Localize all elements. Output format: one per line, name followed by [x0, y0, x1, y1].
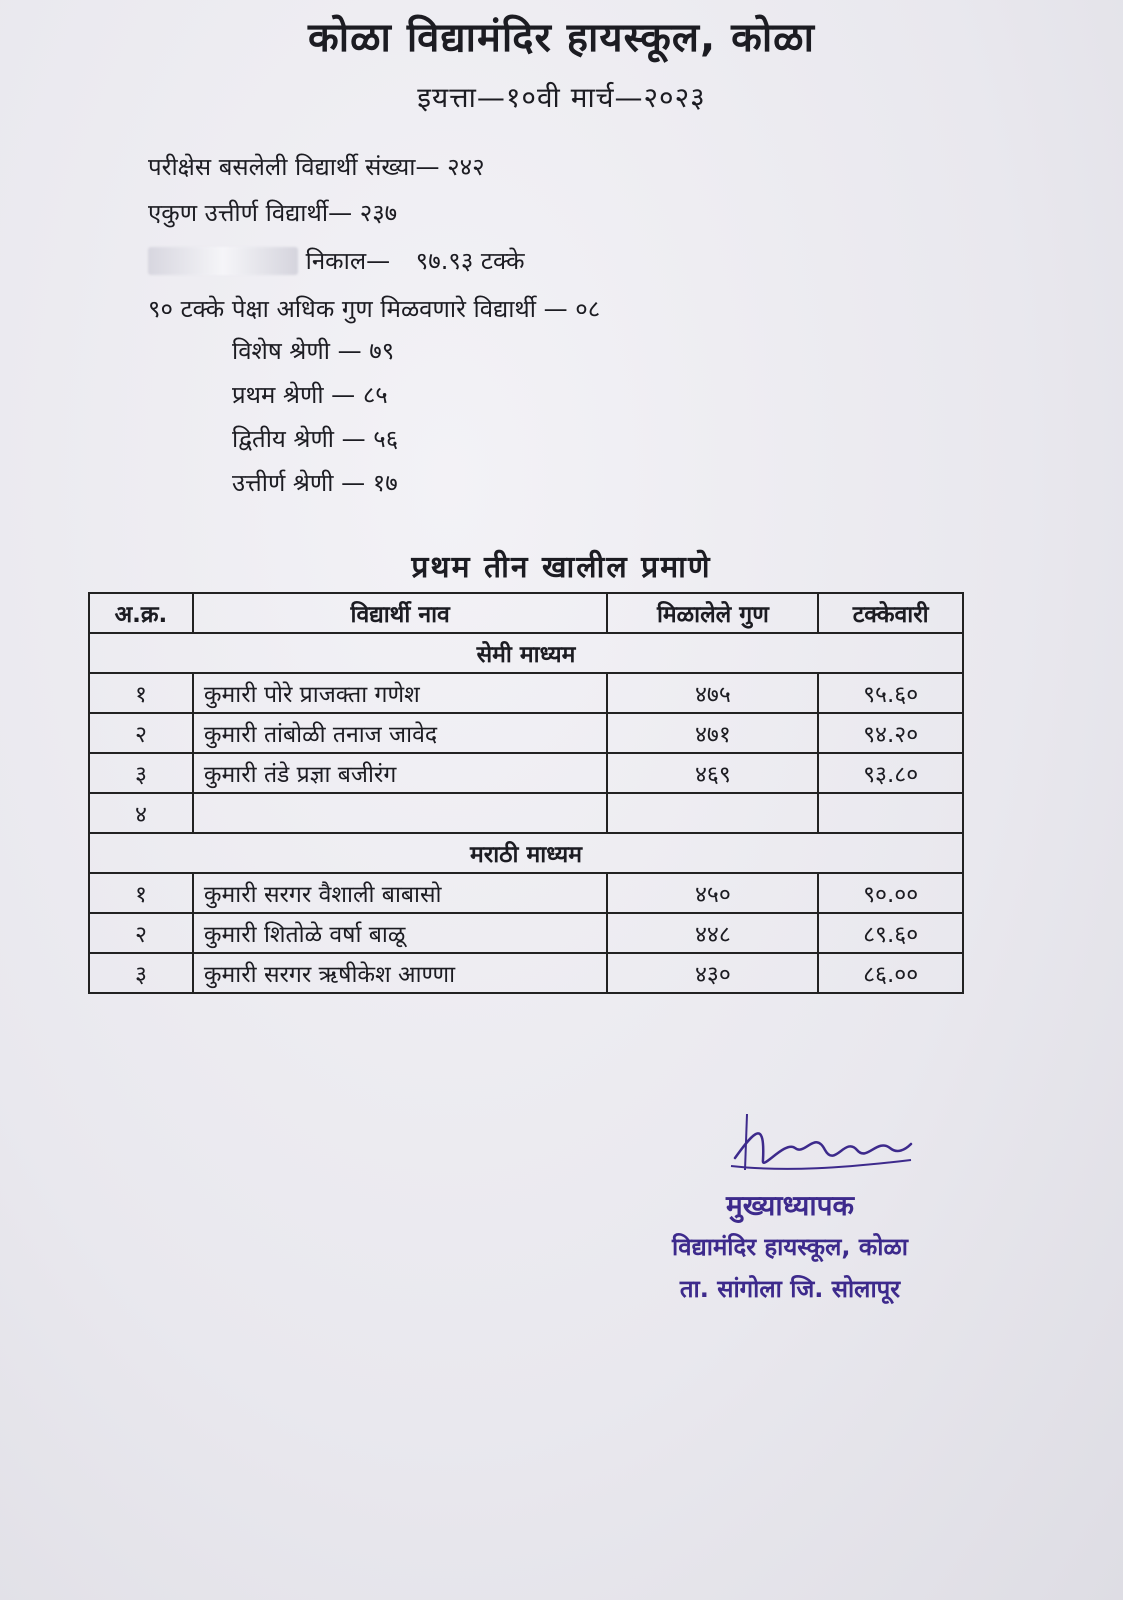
exam-line: इयत्ता—१०वी मार्च—२०२३ [417, 81, 706, 114]
col-header-marks: मिळालेले गुण [607, 593, 818, 633]
category-label: द्वितीय श्रेणी — [232, 425, 366, 453]
category-value: १७ [372, 469, 398, 497]
category-label: उत्तीर्ण श्रेणी — [232, 469, 366, 497]
col-header-sr: अ.क्र. [89, 593, 193, 633]
cell-marks: ४४८ [607, 913, 818, 953]
stamp-school: विद्यामंदिर हायस्कूल, कोळा [672, 1233, 908, 1261]
appeared-label: परीक्षेस बसलेली विद्यार्थी संख्या— [148, 153, 440, 181]
cell-percent: ९३.८० [818, 753, 963, 793]
cell-percent: ८९.६० [818, 913, 963, 953]
section-row-marathi [89, 833, 963, 873]
table-row [89, 793, 963, 833]
cell-name: कुमारी तांबोळी तनाज जावेद [193, 713, 608, 753]
cell-name: कुमारी सरगर ऋषीकेश आण्णा [193, 953, 608, 993]
table-row [89, 673, 963, 713]
passed-value: २३७ [359, 199, 398, 227]
category-value: ५६ [373, 425, 399, 453]
toppers-heading: प्रथम तीन खालील प्रमाणे [411, 550, 712, 585]
appeared-line [148, 150, 485, 183]
table-header-row [89, 593, 963, 633]
passed-line [148, 196, 397, 229]
cell-name [193, 793, 608, 833]
cell-sr: ४ [89, 793, 193, 833]
cell-percent: ८६.०० [818, 953, 963, 993]
result-line [148, 244, 525, 277]
cell-name: कुमारी पोरे प्राजक्ता गणेश [193, 673, 608, 713]
category-line [232, 334, 394, 367]
cell-percent: ९५.६० [818, 673, 963, 713]
passed-label: एकुण उत्तीर्ण विद्यार्थी— [148, 199, 353, 227]
section-row-semi [89, 633, 963, 673]
table-row [89, 913, 963, 953]
toppers-table [88, 592, 964, 994]
cell-sr: १ [89, 873, 193, 913]
category-label: प्रथम श्रेणी — [232, 381, 356, 409]
cell-marks: ४३० [607, 953, 818, 993]
result-value: ९७.९३ टक्के [415, 247, 525, 275]
stamp-role: मुख्याध्यापक [725, 1189, 855, 1222]
table-row [89, 953, 963, 993]
table-row [89, 753, 963, 793]
result-label: निकाल— [305, 247, 391, 275]
section-label: मराठी माध्यम [89, 833, 963, 873]
above90-value: ०८ [575, 295, 601, 323]
headmaster-signature [725, 1110, 915, 1180]
cell-marks: ४६९ [607, 753, 818, 793]
cell-percent [818, 793, 963, 833]
stamp-taluka: ता. सांगोला जि. सोलापूर [679, 1275, 901, 1303]
cell-name: कुमारी तंडे प्रज्ञा बजीरंग [193, 753, 608, 793]
category-line [232, 466, 398, 499]
cell-sr: ३ [89, 753, 193, 793]
cell-marks: ४५० [607, 873, 818, 913]
cell-marks: ४७५ [607, 673, 818, 713]
school-title: कोळा विद्यामंदिर हायस्कूल, कोळा [308, 15, 815, 61]
category-value: ७९ [369, 337, 395, 365]
cell-marks: ४७१ [607, 713, 818, 753]
col-header-percent: टक्केवारी [818, 593, 963, 633]
section-label: सेमी माध्यम [89, 633, 963, 673]
col-header-name: विद्यार्थी नाव [193, 593, 608, 633]
appeared-value: २४२ [447, 153, 485, 181]
cell-sr: १ [89, 673, 193, 713]
cell-name: कुमारी सरगर वैशाली बाबासो [193, 873, 608, 913]
cell-percent: ९०.०० [818, 873, 963, 913]
above90-label: ९० टक्के पेक्षा अधिक गुण मिळवणारे विद्यार्थी — [148, 295, 568, 323]
redacted-text [148, 247, 298, 275]
cell-sr: २ [89, 913, 193, 953]
above90-line [148, 292, 600, 325]
category-value: ८५ [362, 381, 388, 409]
cell-sr: ३ [89, 953, 193, 993]
table-row [89, 713, 963, 753]
cell-marks [607, 793, 818, 833]
table-row [89, 873, 963, 913]
cell-sr: २ [89, 713, 193, 753]
category-label: विशेष श्रेणी — [232, 337, 362, 365]
category-line [232, 378, 388, 411]
category-line [232, 422, 398, 455]
cell-percent: ९४.२० [818, 713, 963, 753]
cell-name: कुमारी शितोळे वर्षा बाळू [193, 913, 608, 953]
